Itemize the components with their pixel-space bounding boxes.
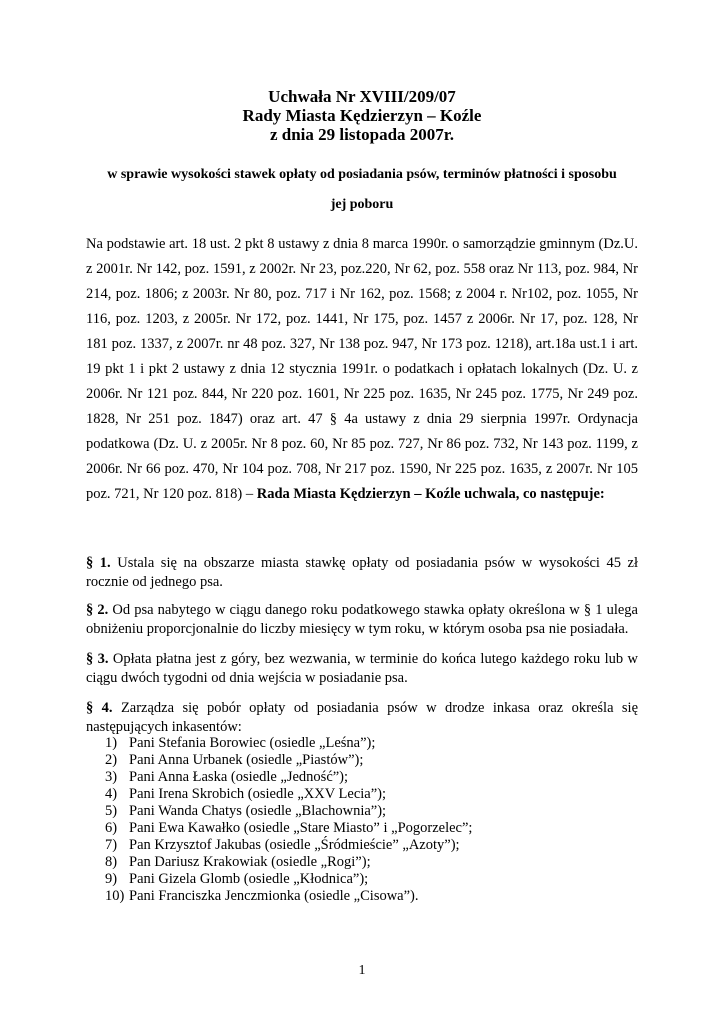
- list-item: [105, 888, 625, 905]
- section-3: [86, 650, 638, 688]
- council-name: Rady Miasta Kędzierzyn – Koźle: [242, 106, 482, 125]
- list-number: 5): [105, 803, 118, 819]
- list-text: Pani Anna Urbanek (osiedle „Piastów”);: [129, 752, 364, 768]
- resolution-number: Uchwała Nr XVIII/209/07: [268, 87, 456, 106]
- list-item: [105, 837, 625, 854]
- list-item: [105, 854, 625, 871]
- section-text: Zarządza się pobór opłaty od posiadania psów w drodze inkasa oraz określa się następujących inkasentów:: [86, 700, 639, 735]
- section-2: [86, 601, 638, 639]
- list-number: 1): [105, 735, 118, 751]
- legal-basis-preamble: [86, 232, 638, 507]
- list-item: [105, 735, 625, 752]
- resolution-subject: [90, 160, 634, 220]
- list-text: Pani Ewa Kawałko (osiedle „Stare Miasto” i „Pogorzelec”;: [129, 820, 473, 836]
- section-mark: § 2.: [86, 602, 109, 618]
- section-text: Opłata płatna jest z góry, bez wezwania, w terminie do końca lutego każdego roku lub w ciągu dwóch tygodni od dnia wejścia w posiadanie psa.: [86, 651, 639, 686]
- resolution-date: z dnia 29 listopada 2007r.: [269, 125, 455, 144]
- list-item: [105, 752, 625, 769]
- section-text: Od psa nabytego w ciągu danego roku podatkowego stawka opłaty określona w § 1 ulega obniżeniu proporcjonalnie do liczby miesięcy w tym roku, w którym osoba psa nie posiadała.: [86, 602, 638, 637]
- section-text: Ustala się na obszarze miasta stawkę opłaty od posiadania psów w wysokości 45 zł rocznie od jednego psa.: [86, 555, 639, 590]
- list-number: 8): [105, 854, 118, 870]
- page-number: 1: [358, 963, 366, 978]
- list-item: [105, 871, 625, 888]
- list-text: Pani Gizela Glomb (osiedle „Kłodnica”);: [129, 871, 369, 887]
- list-text: Pan Krzysztof Jakubas (osiedle „Śródmieście” „Azoty”);: [129, 837, 460, 853]
- list-text: Pani Stefania Borowiec (osiedle „Leśna”);: [129, 735, 376, 751]
- section-mark: § 3.: [86, 651, 109, 667]
- subject-line-2: jej poboru: [330, 197, 394, 212]
- resolution-title: [0, 87, 724, 144]
- list-item: [105, 769, 625, 786]
- list-number: 10): [105, 888, 125, 904]
- list-item: [105, 786, 625, 803]
- list-number: 4): [105, 786, 118, 802]
- section-4: [86, 699, 638, 737]
- section-1: [86, 554, 638, 592]
- section-mark: § 1.: [86, 555, 111, 571]
- list-text: Pani Irena Skrobich (osiedle „XXV Lecia”);: [129, 786, 387, 802]
- section-mark: § 4.: [86, 700, 113, 716]
- list-item: [105, 803, 625, 820]
- preamble-resolution-clause: Rada Miasta Kędzierzyn – Koźle uchwala, co następuje:: [256, 486, 605, 502]
- collectors-list: [105, 735, 625, 905]
- list-number: 2): [105, 752, 118, 768]
- list-number: 7): [105, 837, 118, 853]
- list-text: Pani Franciszka Jenczmionka (osiedle „Cisowa”).: [129, 888, 419, 904]
- list-text: Pani Anna Łaska (osiedle „Jedność”);: [129, 769, 349, 785]
- list-number: 6): [105, 820, 118, 836]
- list-text: Pani Wanda Chatys (osiedle „Blachownia”);: [129, 803, 387, 819]
- list-number: 9): [105, 871, 118, 887]
- list-number: 3): [105, 769, 118, 785]
- subject-line-1: w sprawie wysokości stawek opłaty od posiadania psów, terminów płatności i sposobu: [107, 167, 617, 182]
- list-item: [105, 820, 625, 837]
- preamble-text: Na podstawie art. 18 ust. 2 pkt 8 ustawy z dnia 8 marca 1990r. o samorządzie gminnym (Dz.U. z 2001r. Nr 142, poz. 1591, z 2002r. Nr 23, poz.220, Nr 62, poz. 558 oraz Nr 113, poz. 984, Nr 214, poz. 1806; z 2003r. Nr 80, poz. 717 i Nr 162, poz. 1568; z 2004 r. Nr102, poz. 1055, Nr 116, poz. 1203, z 2005r. Nr 172, poz. 1441, Nr 175, poz. 1457 z 2006r. Nr 17, poz. 128, Nr 181 poz. 1337, z 2007r. nr 48 poz. 327, Nr 138 poz. 947, Nr 173 poz. 1218), art.18a ust.1 i art. 19 pkt 1 i pkt 2 ustawy z dnia 12 stycznia 1991r. o podatkach i opłatach lokalnych (Dz. U. z 2006r. Nr 121 poz. 844, Nr 220 poz. 1601, Nr 225 poz. 1635, Nr 245 poz. 1775, Nr 249 poz. 1828, Nr 251 poz. 1847) oraz art. 47 § 4a ustawy z dnia 29 sierpnia 1997r. Ordynacja podatkowa (Dz. U. z 2005r. Nr 8 poz. 60, Nr 85 poz. 727, Nr 86 poz. 732, Nr 143 poz. 1199, z 2006r. Nr 66 poz. 470, Nr 104 poz. 708, Nr 217 poz. 1590, Nr 225 poz. 1635, z 2007r. Nr 105 poz. 721, Nr 120 poz. 818) –: [86, 236, 638, 502]
- list-text: Pan Dariusz Krakowiak (osiedle „Rogi”);: [129, 854, 371, 870]
